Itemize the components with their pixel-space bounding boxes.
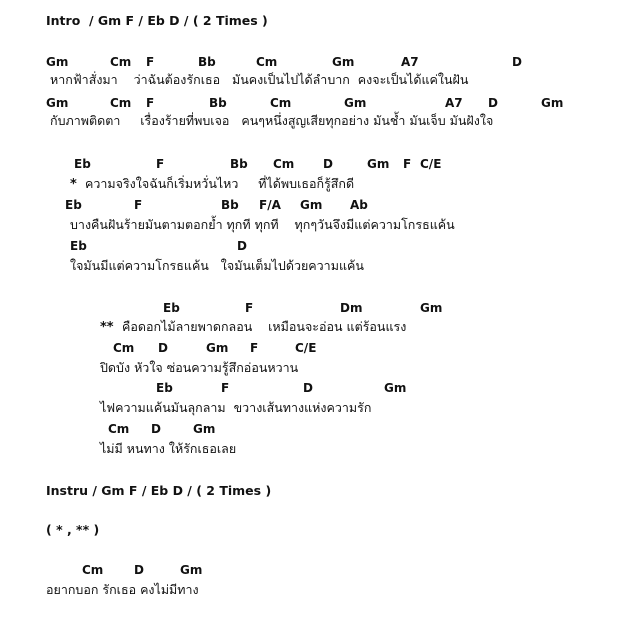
chord: Eb: [70, 239, 87, 253]
section-marker: *: [70, 177, 77, 192]
chord: Gm: [46, 55, 69, 69]
chord: Eb: [65, 198, 82, 212]
repeat-line: ( * , ** ): [46, 522, 100, 537]
chord: Dm: [340, 301, 363, 315]
section-marker: **: [100, 320, 114, 335]
instru-line: Instru / Gm F / Eb D / ( 2 Times ): [46, 483, 272, 498]
intro-line: Intro / Gm F / Eb D / ( 2 Times ): [46, 13, 268, 28]
chord: C/E: [420, 157, 442, 171]
chord: Gm: [420, 301, 443, 315]
chord: F/A: [259, 198, 281, 212]
lyric: ไม่มี หนทาง ให้รักเธอเลย: [100, 441, 237, 456]
lyric: ปิดบัง หัวใจ ซ่อนความรู้สึกอ่อนหวาน: [100, 360, 299, 375]
chord: F: [250, 341, 259, 355]
chord: F: [134, 198, 143, 212]
lyric: ไฟความแค้นมันลุกลาม ขวางเส้นทางแห่งความรัก: [100, 400, 372, 415]
chord: F: [245, 301, 254, 315]
chord: A7: [445, 96, 463, 110]
lyric: บางคืนฝันร้ายมันตามตอกย้ำ ทุกที ทุกที ทุกๆวันจึงมีแต่ความโกรธแค้น: [70, 217, 455, 232]
chord: F: [156, 157, 165, 171]
chord: F: [221, 381, 230, 395]
chord: D: [303, 381, 313, 395]
chord: D: [134, 563, 144, 577]
chord: Gm: [300, 198, 323, 212]
chord: Gm: [332, 55, 355, 69]
chord: Gm: [384, 381, 407, 395]
chord: Cm: [82, 563, 104, 577]
chord: Cm: [108, 422, 130, 436]
chord: Ab: [350, 198, 368, 212]
chord: F: [403, 157, 412, 171]
chord: Gm: [541, 96, 564, 110]
chord: Cm: [270, 96, 292, 110]
chord: Gm: [206, 341, 229, 355]
chord: Cm: [110, 96, 132, 110]
chord: Eb: [74, 157, 91, 171]
chord: Bb: [230, 157, 248, 171]
chord: Cm: [256, 55, 278, 69]
chord: Cm: [273, 157, 295, 171]
chord: Gm: [46, 96, 69, 110]
chord: Bb: [198, 55, 216, 69]
lyric: อยากบอก รักเธอ คงไม่มีทาง: [46, 582, 199, 597]
chord: D: [488, 96, 498, 110]
chord: Eb: [156, 381, 173, 395]
chord: Gm: [180, 563, 203, 577]
lyric: ใจมันมีแต่ความโกรธแค้น ใจมันเต็มไปด้วยความแค้น: [70, 258, 364, 273]
lyric: กับภาพติดตา เรื่องร้ายที่พบเจอ คนๆหนึ่งสูญเสียทุกอย่าง มันช้ำ มันเจ็บ มันฝังใจ: [50, 113, 494, 128]
chord: D: [323, 157, 333, 171]
chord: Cm: [113, 341, 135, 355]
lyric: หากฟ้าสั่งมา ว่าฉันต้องรักเธอ มันคงเป็นไปได้ลำบาก คงจะเป็นได้แค่ในฝัน: [50, 72, 469, 87]
chord: F: [146, 55, 155, 69]
chord: Gm: [367, 157, 390, 171]
chord: F: [146, 96, 155, 110]
chord: Eb: [163, 301, 180, 315]
chord: Bb: [209, 96, 227, 110]
chord: D: [151, 422, 161, 436]
chord: A7: [401, 55, 419, 69]
chord: D: [237, 239, 247, 253]
chord: Cm: [110, 55, 132, 69]
chord: Gm: [193, 422, 216, 436]
lyric: ความจริงใจฉันก็เริ่มหวั่นไหว ที่ได้พบเธอก็รู้สึกดี: [85, 176, 355, 191]
lyric: คือดอกไม้ลายพาดกลอน เหมือนจะอ่อน แต่ร้อนแรง: [122, 319, 407, 334]
chord: Gm: [344, 96, 367, 110]
chord: Bb: [221, 198, 239, 212]
chord: D: [158, 341, 168, 355]
chord: D: [512, 55, 522, 69]
chord: C/E: [295, 341, 317, 355]
